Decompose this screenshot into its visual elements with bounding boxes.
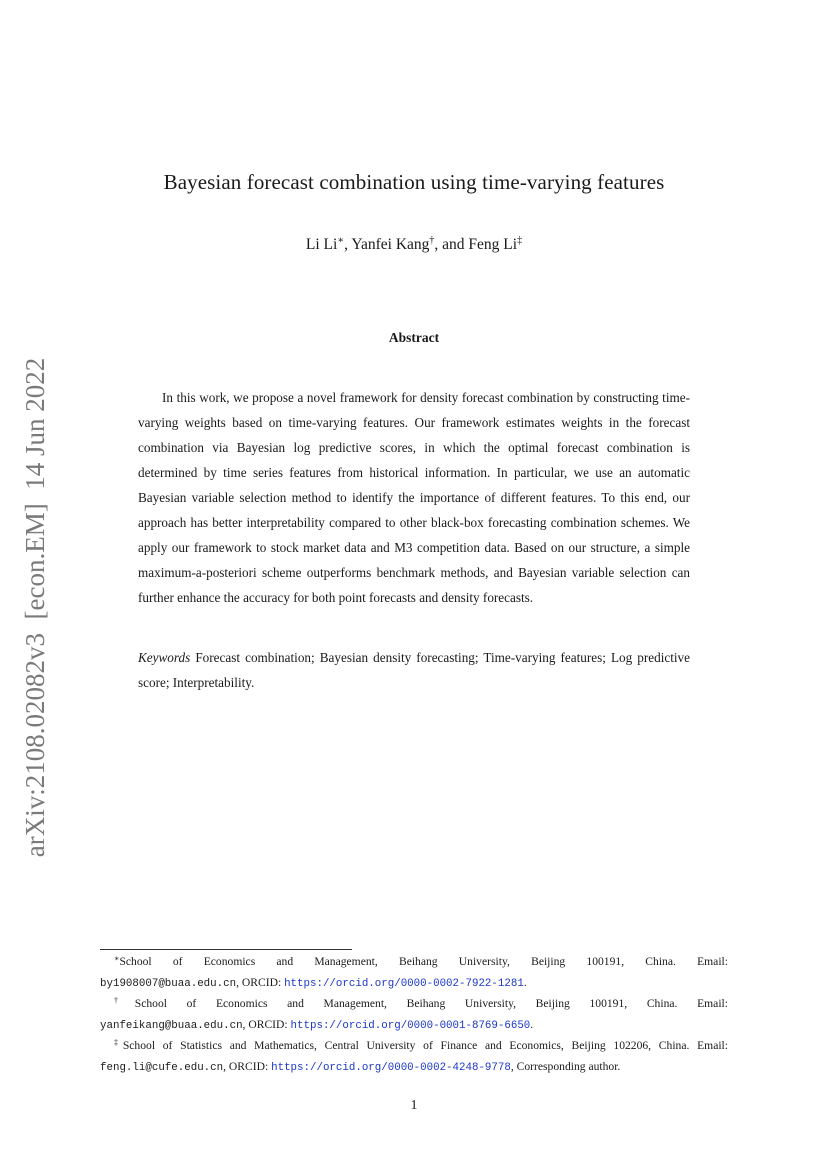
keywords [138,645,690,695]
keywords-text: Forecast combination; Bayesian density forecasting; Time-varying features; Log predictive score; Interpretability. [138,650,690,690]
author-list: Li Li∗, Yanfei Kang†, and Feng Li‡ [305,235,523,253]
footnote: ‡School of Statistics and Mathematics, Central University of Finance and Economics, Beijing 102206, China. Email: feng.li@cufe.edu.cn, ORCID: https://orcid.org/0000-0002-4248-9778, Corresponding author. [100,1038,729,1074]
footnote-email[interactable]: yanfeikang@buaa.edu.cn [100,1019,243,1032]
footnote-divider [100,949,352,950]
footnote-affiliation: School of Economics and Management, Beihang University, Beijing 100191, China. Email: [119,955,728,968]
paper-title: Bayesian forecast combination using time-varying features [163,170,665,194]
footnote-mark: † [114,996,135,1005]
author-footnote-mark[interactable]: ‡ [517,235,523,246]
author-footnote-mark[interactable]: ∗ [337,235,345,246]
orcid-link[interactable]: https://orcid.org/0000-0002-4248-9778 [271,1061,511,1074]
footnote-email[interactable]: feng.li@cufe.edu.cn [100,1061,224,1074]
author-footnote-mark[interactable]: † [429,235,435,246]
footnote-email[interactable]: by1908007@buaa.edu.cn [100,977,237,990]
arxiv-identifier-stamp [14,350,54,865]
orcid-link[interactable]: https://orcid.org/0000-0001-8769-6650 [290,1019,531,1032]
author-name: Feng Li [468,236,518,253]
orcid-link[interactable]: https://orcid.org/0000-0002-7922-1281 [284,977,524,990]
keywords-label: Keywords [138,650,191,665]
author-name: Li Li [305,236,338,253]
footnotes [100,952,728,1078]
footnote-affiliation: School of Statistics and Mathematics, Central University of Finance and Economics, Beijing 102206, China. Email: [122,1039,729,1052]
footnote-mark: ∗ [114,954,120,963]
arxiv-identifier: arXiv:2108.02082v3 [econ.EM] 14 Jun 2022 [20,357,50,858]
abstract-heading: Abstract [388,330,440,345]
footnote: ∗School of Economics and Management, Beihang University, Beijing 100191, China. Email: by1908007@buaa.edu.cn, ORCID: https://orcid.org/0000-0002-7922-1281. [100,954,728,990]
footnote: †School of Economics and Management, Beihang University, Beijing 100191, China. Email: yanfeikang@buaa.edu.cn, ORCID: https://orcid.org/0000-0001-8769-6650. [100,996,728,1032]
footnote-mark: ‡ [114,1038,123,1047]
abstract-body: In this work, we propose a novel framework for density forecast combination by constructing time-varying weights based on time-varying features. Our framework estimates weights in the forecast combination via Bayesian log predictive scores, in which the optimal forecast combination is determined by time series features from historical information. In particular, we use an automatic Bayesian variable selection method to identify the importance of different features. To this end, our approach has better interpretability compared to other black-box forecasting combination schemes. We apply our framework to stock market data and M3 competition data. Based on our structure, a simple maximum-a-posteriori scheme outperforms benchmark methods, and Bayesian variable selection can further enhance the accuracy for both point forecasts and density forecasts. [138,390,690,605]
page-number: 1 [410,1098,418,1113]
footnote-affiliation: School of Economics and Management, Beihang University, Beijing 100191, China. Email: [134,997,728,1010]
author-name: Yanfei Kang [351,236,430,253]
